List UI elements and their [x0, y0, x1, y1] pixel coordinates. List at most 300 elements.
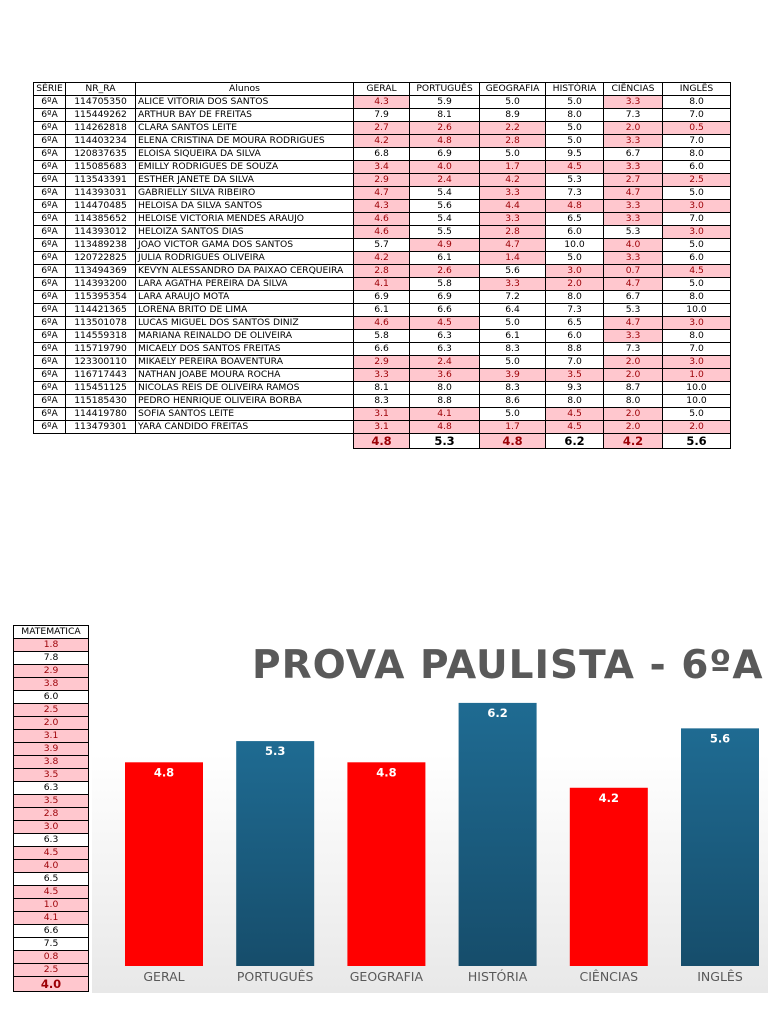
table-row — [34, 174, 731, 187]
table-cell: 115085683 — [66, 161, 136, 174]
matematica-grade-cell: 3.0 — [14, 821, 89, 834]
student-name-cell: NATHAN JOABE MOURA ROCHA — [136, 369, 354, 382]
grade-cell: 6.6 — [410, 304, 480, 317]
grade-cell: 3.3 — [604, 252, 663, 265]
grade-cell: 3.6 — [410, 369, 480, 382]
grade-cell: 4.8 — [410, 421, 480, 434]
matematica-grade-cell: 2.9 — [14, 665, 89, 678]
grade-cell: 5.0 — [663, 408, 731, 421]
grade-cell: 5.0 — [546, 122, 604, 135]
grade-cell: 5.5 — [410, 226, 480, 239]
grade-cell: 4.7 — [354, 187, 410, 200]
table-cell: 6ºA — [34, 265, 66, 278]
grade-cell: 10.0 — [663, 382, 731, 395]
table-row — [34, 213, 731, 226]
table-row — [34, 304, 731, 317]
grade-cell: 3.5 — [546, 369, 604, 382]
data-label: 5.3 — [265, 744, 286, 759]
student-name-cell: CLARA SANTOS LEITE — [136, 122, 354, 135]
grade-cell: 0.5 — [663, 122, 731, 135]
matematica-grade-cell: 4.0 — [14, 860, 89, 873]
matematica-grade-cell: 2.0 — [14, 717, 89, 730]
table-row — [34, 148, 731, 161]
grade-cell: 5.6 — [480, 265, 546, 278]
student-name-cell: ESTHER JANETE DA SILVA — [136, 174, 354, 187]
student-name-cell: MICAELY DOS SANTOS FREITAS — [136, 343, 354, 356]
student-name-cell: ELOISA SIQUEIRA DA SILVA — [136, 148, 354, 161]
student-name-cell: JOAO VICTOR GAMA DOS SANTOS — [136, 239, 354, 252]
student-name-cell: LARA ARAUJO MOTA — [136, 291, 354, 304]
table-cell: 6ºA — [34, 369, 66, 382]
grade-cell: 4.3 — [354, 200, 410, 213]
grade-cell: 3.3 — [604, 213, 663, 226]
grade-cell: 8.9 — [480, 109, 546, 122]
column-header: SÉRIE — [34, 83, 66, 96]
grade-cell: 3.3 — [604, 135, 663, 148]
student-name-cell: MIKAELY PEREIRA BOAVENTURA — [136, 356, 354, 369]
column-header: Alunos — [136, 83, 354, 96]
grade-cell: 4.8 — [410, 135, 480, 148]
grade-cell: 7.0 — [663, 135, 731, 148]
grade-cell: 7.0 — [663, 109, 731, 122]
column-header: INGLÊS — [663, 83, 731, 96]
bar-chart — [92, 625, 768, 993]
grade-cell: 3.3 — [480, 213, 546, 226]
table-cell: 115451125 — [66, 382, 136, 395]
grade-cell: 8.0 — [546, 395, 604, 408]
grade-cell: 7.3 — [604, 343, 663, 356]
data-label: 5.6 — [709, 731, 731, 746]
grade-cell: 4.1 — [410, 408, 480, 421]
grade-cell: 6.5 — [546, 317, 604, 330]
matematica-header: MATEMATICA — [14, 626, 89, 639]
grade-cell: 8.8 — [410, 395, 480, 408]
table-cell: 6ºA — [34, 382, 66, 395]
averages-row — [34, 434, 731, 449]
bar-geografia — [347, 762, 425, 966]
x-tick-label: HISTÓRIA — [467, 969, 528, 984]
grade-cell: 10.0 — [663, 304, 731, 317]
table-cell: 116717443 — [66, 369, 136, 382]
matematica-grade-cell: 2.5 — [14, 964, 89, 977]
matematica-grade-cell: 7.8 — [14, 652, 89, 665]
student-name-cell: HELOISA DA SILVA SANTOS — [136, 200, 354, 213]
grade-cell: 10.0 — [546, 239, 604, 252]
table-cell: 6ºA — [34, 343, 66, 356]
table-row — [34, 161, 731, 174]
average-cell: 5.3 — [410, 434, 480, 449]
average-cell: 4.8 — [480, 434, 546, 449]
grade-cell: 2.0 — [604, 369, 663, 382]
table-cell: 6ºA — [34, 291, 66, 304]
matematica-grade-cell: 1.8 — [14, 639, 89, 652]
student-name-cell: KEVYN ALESSANDRO DA PAIXAO CERQUEIRA — [136, 265, 354, 278]
table-cell: 6ºA — [34, 213, 66, 226]
student-name-cell: JULIA RODRIGUES OLIVEIRA — [136, 252, 354, 265]
student-name-cell: HELOISE VICTORIA MENDES ARAUJO — [136, 213, 354, 226]
table-cell: 6ºA — [34, 278, 66, 291]
table-cell: 114419780 — [66, 408, 136, 421]
bar-inglês — [681, 728, 759, 966]
table-cell: 115449262 — [66, 109, 136, 122]
table-cell: 113501078 — [66, 317, 136, 330]
grade-cell: 5.4 — [410, 213, 480, 226]
table-cell: 115185430 — [66, 395, 136, 408]
column-header: PORTUGUÊS — [410, 83, 480, 96]
grades-table — [33, 82, 731, 449]
table-row — [34, 278, 731, 291]
matematica-grade-cell: 3.9 — [14, 743, 89, 756]
grade-cell: 4.3 — [354, 96, 410, 109]
table-cell: 120837635 — [66, 148, 136, 161]
data-label: 4.8 — [153, 765, 175, 780]
grade-cell: 4.2 — [480, 174, 546, 187]
table-cell: 113543391 — [66, 174, 136, 187]
table-cell: 6ºA — [34, 174, 66, 187]
grade-cell: 2.0 — [663, 421, 731, 434]
grade-cell: 9.3 — [546, 382, 604, 395]
table-cell: 114559318 — [66, 330, 136, 343]
x-tick-label: GERAL — [143, 969, 185, 984]
grade-cell: 2.6 — [410, 122, 480, 135]
grade-cell: 8.0 — [663, 96, 731, 109]
table-row — [34, 200, 731, 213]
grade-cell: 8.0 — [546, 291, 604, 304]
table-cell: 123300110 — [66, 356, 136, 369]
grade-cell: 4.9 — [410, 239, 480, 252]
table-cell: 115719790 — [66, 343, 136, 356]
table-cell: 6ºA — [34, 304, 66, 317]
table-cell: 113489238 — [66, 239, 136, 252]
grade-cell: 5.6 — [410, 200, 480, 213]
grade-cell: 7.0 — [663, 213, 731, 226]
bar-português — [236, 741, 314, 966]
average-cell: 4.8 — [354, 434, 410, 449]
table-cell: 114393031 — [66, 187, 136, 200]
grade-cell: 7.0 — [546, 356, 604, 369]
grade-cell: 4.5 — [546, 421, 604, 434]
empty-cell — [34, 434, 66, 449]
grade-cell: 8.0 — [604, 395, 663, 408]
grade-cell: 6.9 — [410, 291, 480, 304]
matematica-grade-cell: 4.1 — [14, 912, 89, 925]
table-row — [34, 109, 731, 122]
student-name-cell: ALICE VITORIA DOS SANTOS — [136, 96, 354, 109]
table-cell: 120722825 — [66, 252, 136, 265]
table-row — [34, 343, 731, 356]
grade-cell: 3.3 — [354, 369, 410, 382]
column-header: NR_RA — [66, 83, 136, 96]
table-cell: 6ºA — [34, 135, 66, 148]
grade-cell: 3.3 — [604, 96, 663, 109]
grade-cell: 3.1 — [354, 408, 410, 421]
table-row — [34, 382, 731, 395]
grade-cell: 4.5 — [546, 408, 604, 421]
grade-cell: 5.9 — [410, 96, 480, 109]
grade-cell: 4.5 — [663, 265, 731, 278]
matematica-grade-cell: 6.0 — [14, 691, 89, 704]
grade-cell: 6.7 — [604, 291, 663, 304]
x-tick-label: GEOGRAFIA — [349, 969, 424, 984]
data-label: 6.2 — [487, 705, 508, 720]
student-name-cell: MARIANA REINALDO DE OLIVEIRA — [136, 330, 354, 343]
matematica-grade-cell: 3.1 — [14, 730, 89, 743]
table-cell: 6ºA — [34, 161, 66, 174]
grade-cell: 6.3 — [410, 343, 480, 356]
grade-cell: 4.7 — [604, 187, 663, 200]
grade-cell: 4.0 — [604, 239, 663, 252]
grade-cell: 5.4 — [410, 187, 480, 200]
grade-cell: 5.3 — [604, 226, 663, 239]
grade-cell: 6.0 — [663, 161, 731, 174]
grade-cell: 6.0 — [546, 226, 604, 239]
grade-cell: 7.3 — [604, 109, 663, 122]
grade-cell: 4.4 — [480, 200, 546, 213]
grade-cell: 3.3 — [604, 330, 663, 343]
student-name-cell: YARA CANDIDO FREITAS — [136, 421, 354, 434]
grade-cell: 10.0 — [663, 395, 731, 408]
bar-história — [459, 703, 537, 966]
x-tick-label: INGLÊS — [697, 969, 743, 984]
matematica-grade-cell: 3.8 — [14, 678, 89, 691]
grade-cell: 4.7 — [604, 317, 663, 330]
grade-cell: 6.0 — [663, 252, 731, 265]
table-header-row — [34, 83, 731, 96]
grade-cell: 2.4 — [410, 174, 480, 187]
grade-cell: 2.7 — [354, 122, 410, 135]
matematica-grade-cell: 2.8 — [14, 808, 89, 821]
chart-canvas — [92, 625, 768, 993]
column-header: HISTÓRIA — [546, 83, 604, 96]
grade-cell: 8.8 — [546, 343, 604, 356]
grade-cell: 5.7 — [354, 239, 410, 252]
grade-cell: 4.0 — [410, 161, 480, 174]
x-tick-label: PORTUGUÊS — [236, 969, 314, 984]
grade-cell: 8.0 — [663, 148, 731, 161]
grade-cell: 3.0 — [663, 200, 731, 213]
table-cell: 6ºA — [34, 421, 66, 434]
empty-cell — [136, 434, 354, 449]
table-cell: 6ºA — [34, 226, 66, 239]
grade-cell: 6.5 — [546, 213, 604, 226]
table-cell: 6ºA — [34, 148, 66, 161]
grade-cell: 8.6 — [480, 395, 546, 408]
table-row — [34, 96, 731, 109]
matematica-grade-cell: 3.8 — [14, 756, 89, 769]
grade-cell: 3.0 — [663, 226, 731, 239]
grade-cell: 3.3 — [480, 278, 546, 291]
grade-cell: 5.0 — [480, 317, 546, 330]
grade-cell: 8.7 — [604, 382, 663, 395]
grade-cell: 8.3 — [480, 343, 546, 356]
table-row — [34, 395, 731, 408]
table-cell: 114470485 — [66, 200, 136, 213]
grade-cell: 1.0 — [663, 369, 731, 382]
grade-cell: 2.0 — [604, 122, 663, 135]
table-cell: 6ºA — [34, 317, 66, 330]
grade-cell: 8.1 — [410, 109, 480, 122]
grade-cell: 4.7 — [604, 278, 663, 291]
data-label: 4.8 — [376, 765, 397, 780]
table-cell: 113494369 — [66, 265, 136, 278]
grade-cell: 4.5 — [410, 317, 480, 330]
table-row — [34, 291, 731, 304]
table-row — [34, 187, 731, 200]
matematica-grade-cell: 1.0 — [14, 899, 89, 912]
table-cell: 6ºA — [34, 200, 66, 213]
grade-cell: 1.4 — [480, 252, 546, 265]
table-row — [34, 226, 731, 239]
grade-cell: 1.7 — [480, 421, 546, 434]
table-cell: 6ºA — [34, 187, 66, 200]
grade-cell: 4.2 — [354, 252, 410, 265]
student-name-cell: NICOLAS REIS DE OLIVEIRA RAMOS — [136, 382, 354, 395]
grade-cell: 8.0 — [663, 291, 731, 304]
student-name-cell: GABRIELLY SILVA RIBEIRO — [136, 187, 354, 200]
table-cell: 114385652 — [66, 213, 136, 226]
grade-cell: 5.0 — [546, 252, 604, 265]
table-cell: 6ºA — [34, 96, 66, 109]
empty-cell — [66, 434, 136, 449]
grade-cell: 2.0 — [604, 408, 663, 421]
grade-cell: 2.8 — [480, 226, 546, 239]
grade-cell: 2.0 — [604, 421, 663, 434]
grade-cell: 5.0 — [546, 135, 604, 148]
table-cell: 6ºA — [34, 395, 66, 408]
matematica-grade-cell: 6.6 — [14, 925, 89, 938]
grade-cell: 2.8 — [354, 265, 410, 278]
grade-cell: 5.0 — [663, 239, 731, 252]
grade-cell: 2.7 — [604, 174, 663, 187]
matematica-grade-cell: 6.5 — [14, 873, 89, 886]
table-cell: 6ºA — [34, 356, 66, 369]
grade-cell: 0.7 — [604, 265, 663, 278]
average-cell: 6.2 — [546, 434, 604, 449]
grade-cell: 6.1 — [354, 304, 410, 317]
grade-cell: 3.1 — [354, 421, 410, 434]
matematica-grade-cell: 7.5 — [14, 938, 89, 951]
grade-cell: 3.3 — [604, 200, 663, 213]
grade-cell: 4.5 — [546, 161, 604, 174]
grade-cell: 5.0 — [480, 96, 546, 109]
grade-cell: 6.1 — [410, 252, 480, 265]
grade-cell: 3.3 — [480, 187, 546, 200]
matematica-average-cell: 4.0 — [14, 977, 89, 992]
grade-cell: 2.0 — [604, 356, 663, 369]
grade-cell: 9.5 — [546, 148, 604, 161]
student-name-cell: PEDRO HENRIQUE OLIVEIRA BORBA — [136, 395, 354, 408]
table-row — [34, 330, 731, 343]
table-row — [34, 421, 731, 434]
student-name-cell: LARA AGATHA PEREIRA DA SILVA — [136, 278, 354, 291]
grade-cell: 6.6 — [354, 343, 410, 356]
grade-cell: 5.8 — [354, 330, 410, 343]
table-row — [34, 356, 731, 369]
table-cell: 114393012 — [66, 226, 136, 239]
x-tick-label: CIÊNCIAS — [579, 969, 639, 984]
table-cell: 6ºA — [34, 330, 66, 343]
grade-cell: 7.3 — [546, 304, 604, 317]
matematica-grade-cell: 3.5 — [14, 795, 89, 808]
table-row — [34, 239, 731, 252]
matematica-grade-cell: 4.5 — [14, 886, 89, 899]
grade-cell: 1.7 — [480, 161, 546, 174]
student-name-cell: ARTHUR BAY DE FREITAS — [136, 109, 354, 122]
grade-cell: 5.0 — [480, 356, 546, 369]
student-name-cell: SOFIA SANTOS LEITE — [136, 408, 354, 421]
grade-cell: 6.9 — [354, 291, 410, 304]
grade-cell: 5.0 — [480, 148, 546, 161]
table-cell: 6ºA — [34, 122, 66, 135]
grade-cell: 8.0 — [546, 109, 604, 122]
grade-cell: 2.8 — [480, 135, 546, 148]
student-name-cell: HELOIZA SANTOS DIAS — [136, 226, 354, 239]
average-cell: 4.2 — [604, 434, 663, 449]
grade-cell: 2.9 — [354, 174, 410, 187]
table-cell: 6ºA — [34, 252, 66, 265]
matematica-grade-cell: 0.8 — [14, 951, 89, 964]
matematica-grade-cell: 4.5 — [14, 847, 89, 860]
table-row — [34, 122, 731, 135]
grade-cell: 2.9 — [354, 356, 410, 369]
table-row — [34, 408, 731, 421]
grade-cell: 8.0 — [663, 330, 731, 343]
grade-cell: 5.0 — [546, 96, 604, 109]
matematica-grade-cell: 3.5 — [14, 769, 89, 782]
grade-cell: 6.3 — [410, 330, 480, 343]
grade-cell: 4.6 — [354, 213, 410, 226]
grade-cell: 7.3 — [546, 187, 604, 200]
average-cell: 5.6 — [663, 434, 731, 449]
grade-cell: 8.3 — [354, 395, 410, 408]
table-row — [34, 369, 731, 382]
column-header: GEOGRAFIA — [480, 83, 546, 96]
grade-cell: 5.8 — [410, 278, 480, 291]
matematica-grade-cell: 6.3 — [14, 782, 89, 795]
grade-cell: 7.2 — [480, 291, 546, 304]
data-label: 4.2 — [598, 790, 619, 805]
matematica-table — [13, 625, 89, 992]
table-cell: 114421365 — [66, 304, 136, 317]
table-cell: 115395354 — [66, 291, 136, 304]
column-header: GERAL — [354, 83, 410, 96]
table-row — [34, 135, 731, 148]
student-name-cell: LUCAS MIGUEL DOS SANTOS DINIZ — [136, 317, 354, 330]
table-row — [34, 252, 731, 265]
grade-cell: 3.0 — [663, 317, 731, 330]
grade-cell: 5.0 — [663, 278, 731, 291]
grade-cell: 5.0 — [480, 408, 546, 421]
grade-cell: 3.9 — [480, 369, 546, 382]
table-cell: 114393200 — [66, 278, 136, 291]
table-cell: 114262818 — [66, 122, 136, 135]
bar-ciências — [570, 788, 648, 966]
grade-cell: 7.9 — [354, 109, 410, 122]
grade-cell: 6.0 — [546, 330, 604, 343]
grade-cell: 5.3 — [604, 304, 663, 317]
table-cell: 6ºA — [34, 408, 66, 421]
student-name-cell: ELENA CRISTINA DE MOURA RODRIGUES — [136, 135, 354, 148]
column-header: CIÊNCIAS — [604, 83, 663, 96]
table-cell: 114403234 — [66, 135, 136, 148]
grade-cell: 6.8 — [354, 148, 410, 161]
grade-cell: 8.0 — [410, 382, 480, 395]
student-name-cell: LORENA BRITO DE LIMA — [136, 304, 354, 317]
grade-cell: 3.3 — [604, 161, 663, 174]
grade-cell: 6.7 — [604, 148, 663, 161]
grade-cell: 3.0 — [663, 356, 731, 369]
grade-cell: 8.3 — [480, 382, 546, 395]
